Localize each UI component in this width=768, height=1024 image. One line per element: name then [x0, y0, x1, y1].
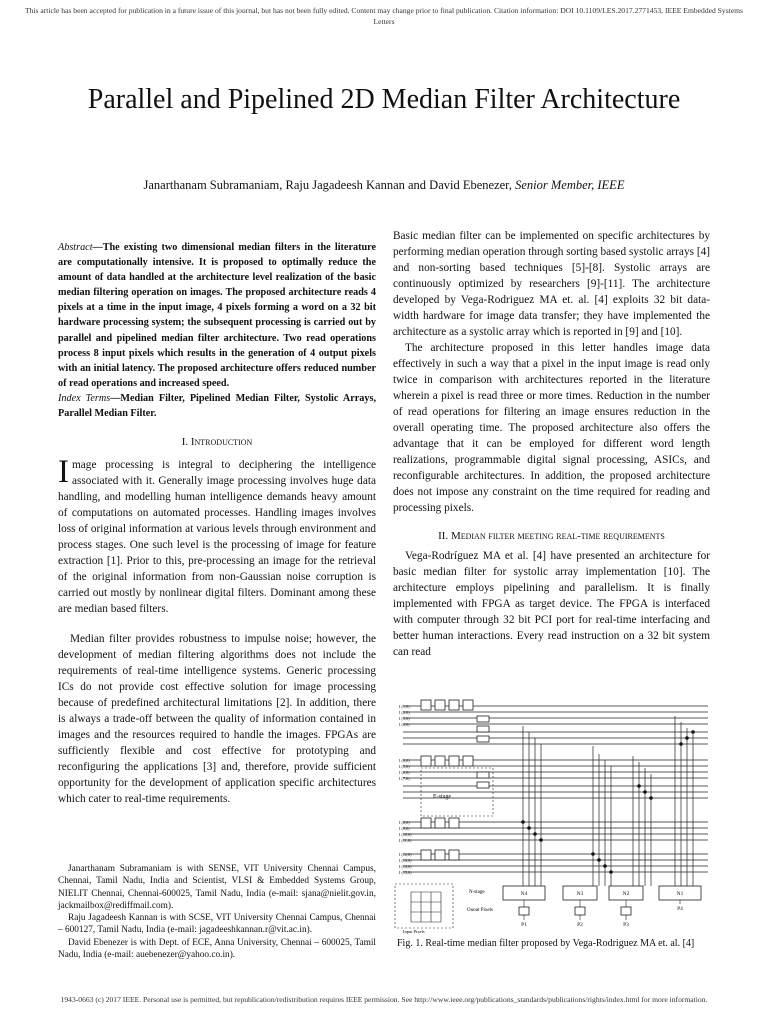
- output-label: P2: [577, 922, 583, 928]
- index-terms-text: —Median Filter, Pipelined Median Filter, Systolic Arrays, Parallel Median Filter.: [58, 392, 376, 420]
- input-label: I (0,0): [399, 758, 410, 763]
- input-label: I (1,0): [399, 704, 410, 709]
- intro-paragraph-1: [58, 454, 376, 617]
- n-stage-nodes: [503, 886, 701, 915]
- author-affiliation: Senior Member, IEEE: [515, 178, 625, 192]
- node-label: N1: [676, 891, 684, 897]
- paper-title: Parallel and Pipelined 2D Median Filter Architecture: [87, 84, 681, 115]
- input-labels: [399, 704, 412, 876]
- author-names: Janarthanam Subramaniam, Raju Jagadeesh Kannan and David Ebenezer,: [143, 178, 512, 192]
- left-column: [58, 240, 376, 807]
- section-heading-median-filter: II. Median filter meeting real-time requirements: [438, 530, 665, 542]
- input-label: I (4,0): [399, 722, 410, 727]
- e-stage-label: E-stage: [433, 794, 451, 800]
- footnote-3: David Ebenezer is with Dept. of ECE, Anna University, Chennai – 600025, Tamil Nadu, India (e-mail: auebenezer@yahoo.co.in).: [58, 937, 376, 961]
- node-label: N3: [576, 891, 584, 897]
- input-label: I (12,0): [399, 852, 412, 857]
- input-label: I (15,0): [399, 870, 412, 875]
- node-label: N4: [520, 891, 528, 897]
- index-terms: [58, 391, 376, 421]
- right-paragraph-2: The architecture proposed in this letter handles image data effectively in such a way that a pixel in the input image is read only twice in comparison with architectures reported in the literature wherein a pixel is read three or more times. Reduction in the number of read operations for filtering an image ensures reduction in the overall operating time. The proposed architecture also offers the advantage that it can be employed for different word length realizations, programmable digital signal processing, ASICs, and reconfigurable architectures. In addition, the proposed architecture does not impose any constraint on the time required for reading and processing pixels.: [393, 342, 710, 514]
- input-label: I (3,0): [399, 716, 410, 721]
- abstract-text: —The existing two dimensional median filters in the literature are computationally intensive. It is proposed to optimally reduce the amount of data handled at the architecture level realization of the basic median filtering operation on images. The proposed architecture reads 4 pixels at a time in the input image, 4 pixels forming a word on a 32 bit hardware processing system; the subsequent processing is carried out by parallel and pipelined median filter architecture. Two read operations process 8 input pixels which results in the generation of 4 output pixels with an initial latency. The proposed architecture offers reduced number of read operations and increased speed.: [58, 242, 376, 389]
- output-label: P1: [521, 922, 527, 928]
- intro-paragraph-1-text: mage processing is integral to deciphering the intelligence associated with it. Generally image processing involves huge data handling, and modelling human intelligence demands heavy amount of computations on automated processes. Handling images involves loss of original information at various levels through environment and process stages. One such level is the processing of image for feature extraction [1]. Prior to this, pre-processing an image for the retrieval of the original information from non-Gaussian noise corruption is carried out mostly by nonlinear digital filters. Dominant among these are median based filters.: [58, 459, 376, 616]
- junction-dots: [521, 730, 695, 874]
- intro-paragraph-2: Median filter provides robustness to impulse noise; however, the development of median filtering algorithms does not include the requirements of real-time intelligence systems. Generic processing ICs do not provide cost effective solution for image processing because of predefined architectural limitations [2]. In addition, there is always a trade-off between the quality of information contained in images and the resources required to handle the images. FPGAs are sufficiently flexible and cost effective for prototyping and reconfiguring the applications [3] and, therefore, provide sufficient opportunity for the development of application specific architectures which cater to real-time requirements.: [58, 633, 376, 806]
- output-label: P3: [623, 922, 629, 928]
- abstract: [58, 240, 376, 391]
- author-line: [40, 178, 728, 193]
- n-stage-label: N-stage: [469, 890, 485, 895]
- input-label: I (13,0): [399, 858, 412, 863]
- input-label: I (11,0): [399, 838, 412, 843]
- input-label: I (7,0): [399, 776, 410, 781]
- footnote-2: Raju Jagadeesh Kannan is with SCSE, VIT University Chennai Campus, Chennai – 600127, Tamil Nadu, India (e-mail: jagadeeshkannan.r@vit.ac.in).: [58, 913, 376, 936]
- node-label: N2: [622, 891, 630, 897]
- input-label: I (6,0): [399, 770, 410, 775]
- figure-caption: Fig. 1. Real-time median filter proposed by Vega-Rodriguez MA et. al. [4]: [397, 938, 695, 949]
- footnote-1: Janarthanam Subramaniam is with SENSE, VIT University Chennai Campus, Chennai, Tamil Nadu, India and Scientist, VLSI & Embedded Systems Group, NIELIT Chennai, Chennai-600025, Tamil Nadu, India (e-mail: sjana@nielit.gov.in, jackmailbox@rediffmail.com).: [58, 864, 376, 911]
- input-label: I (2,0): [399, 710, 410, 715]
- input-pixels-label: Input Pixels: [403, 929, 425, 934]
- input-label: I (14,0): [399, 864, 412, 869]
- figure-1: [393, 696, 713, 934]
- input-label: I (5,0): [399, 764, 410, 769]
- journal-banner: This article has been accepted for publication in a future issue of this journal, but has not been fully edited. Content may change prior to final publication. Citation information: DOI 10.1109/LES.2017.2771453, IEEE Embedded Systems Letters: [24, 6, 743, 26]
- author-footnotes: [58, 863, 376, 961]
- output-lines: [524, 900, 680, 920]
- copyright-footer: 1943-0663 (c) 2017 IEEE. Personal use is permitted, but republication/redistribution requires IEEE permission. See http://www.ieee.org/publications_standards/publications/rights/index.html for more information.: [60, 995, 708, 1004]
- index-terms-label: Index Terms: [58, 392, 111, 404]
- abstract-label: Abstract: [58, 242, 93, 253]
- right-paragraph-3: Vega-Rodríguez MA et al. [4] have presented an architecture for basic median filter for systolic array implementation [10]. The architecture employs pipelining and parallelism. It is finally implemented with FPGA as target device. The FPGA is interfaced with computer through 32 bit PCI port for real-time interfacing and better human interactions. Every read instruction on a 32 bit system can read: [393, 550, 710, 658]
- input-label: I (10,0): [399, 832, 412, 837]
- median-filter-diagram: [393, 696, 713, 934]
- right-column: [393, 228, 710, 660]
- input-label: I (8,0): [399, 820, 410, 825]
- input-label: I (9,0): [399, 826, 410, 831]
- right-paragraph-1: Basic median filter can be implemented on specific architectures by performing median operation through sorting based systolic arrays [4] and non-sorting based techniques [5]-[8]. Systolic arrays are continuously optimized by researchers [9]-[11]. The architecture developed by Vega-Rodriguez MA et. al. [4] exploits 32 bit data-width hardware for image data transfer; they have implemented the architecture as a systolic array which is reported in [9] and [10].: [393, 230, 710, 338]
- input-pixel-grid: [395, 884, 453, 928]
- drop-cap: I: [58, 454, 69, 491]
- output-label: P4: [677, 906, 683, 912]
- output-pixels-label: Ouout Pixels: [467, 908, 493, 913]
- section-heading-introduction: I. Introduction: [181, 436, 253, 449]
